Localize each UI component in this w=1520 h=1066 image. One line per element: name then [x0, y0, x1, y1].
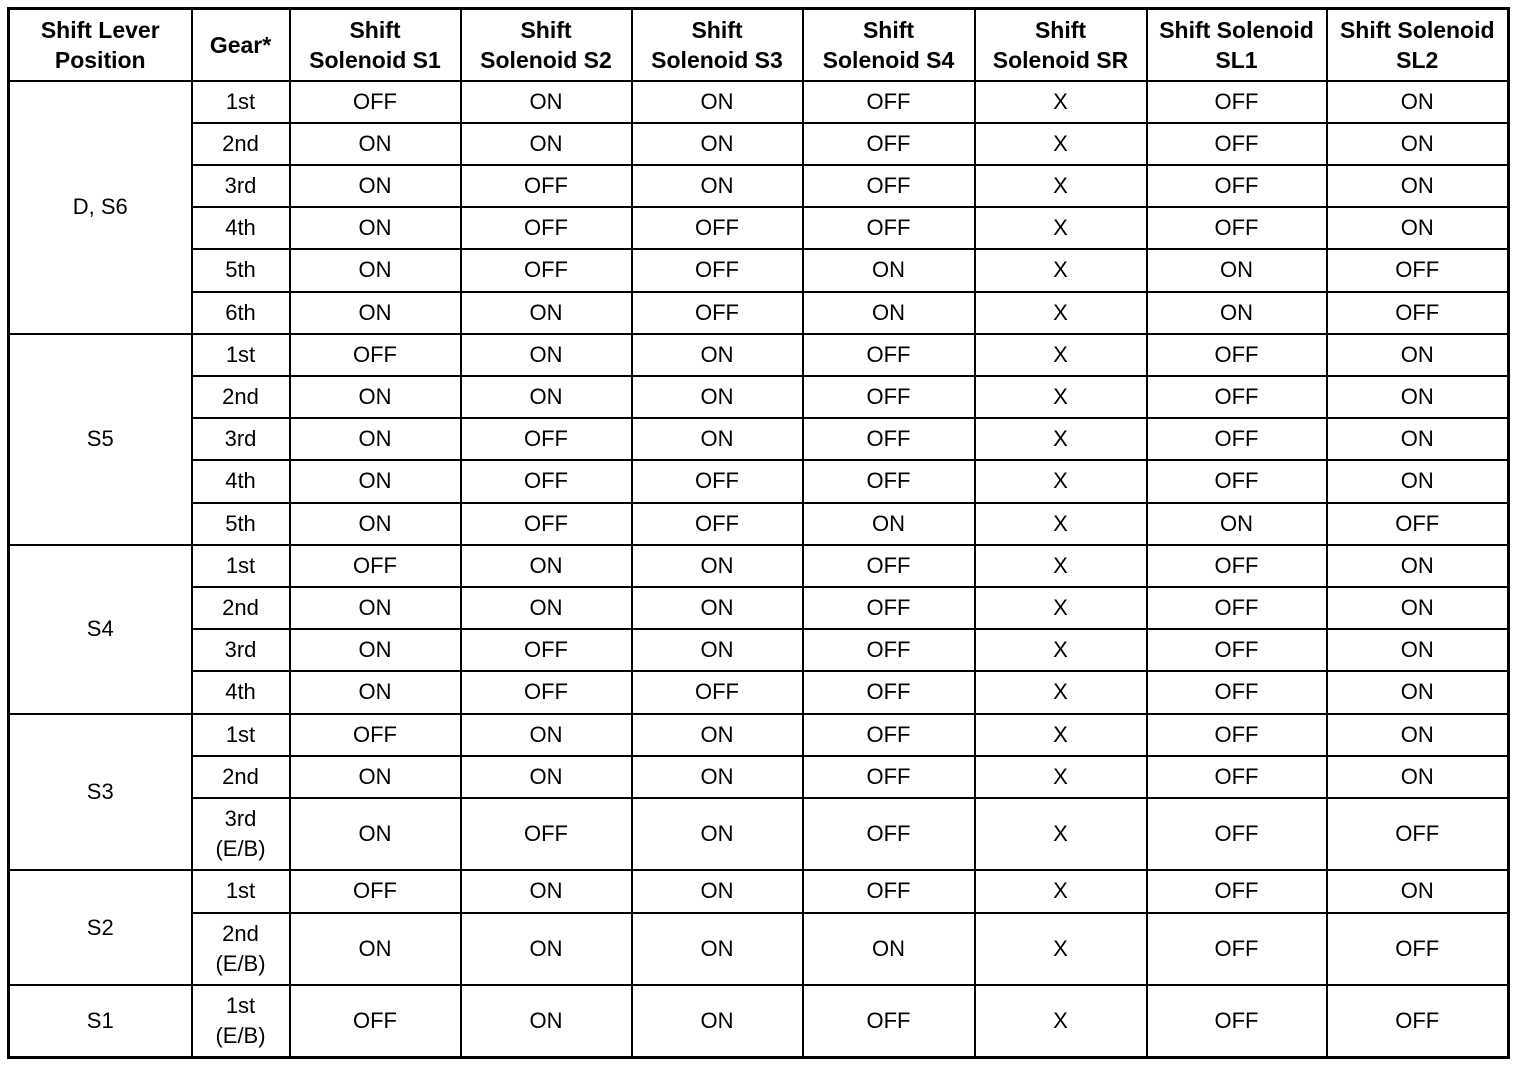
solenoid-state-cell: ON — [632, 81, 803, 123]
solenoid-state-cell: ON — [461, 81, 632, 123]
solenoid-state-cell: ON — [290, 629, 461, 671]
solenoid-state-cell: ON — [1327, 165, 1509, 207]
solenoid-state-cell: ON — [632, 870, 803, 912]
table-row — [9, 418, 1509, 460]
gear-label: 4th — [225, 468, 256, 494]
gear-cell — [192, 870, 290, 912]
solenoid-state-cell: OFF — [803, 81, 975, 123]
table-row — [9, 376, 1509, 418]
gear-label: 3rd — [224, 173, 257, 198]
header-row — [9, 9, 1509, 81]
table-row — [9, 503, 1509, 545]
solenoid-state-cell: OFF — [803, 460, 975, 502]
table-body — [9, 81, 1509, 1058]
table-row — [9, 207, 1509, 249]
solenoid-state-cell: OFF — [803, 123, 975, 165]
table-row — [9, 460, 1509, 502]
gear-label: (E/B) — [215, 1022, 266, 1048]
solenoid-state-cell: OFF — [290, 81, 461, 123]
solenoid-state-cell: X — [975, 587, 1147, 629]
gear-label: 3rd — [224, 806, 257, 832]
table-row — [9, 985, 1509, 1058]
solenoid-state-cell: ON — [632, 714, 803, 756]
solenoid-state-cell: ON — [1327, 671, 1509, 713]
solenoid-state-cell: OFF — [1147, 714, 1327, 756]
solenoid-state-cell: OFF — [632, 671, 803, 713]
gear-label: 3rd — [224, 426, 257, 452]
table-row — [9, 756, 1509, 798]
solenoid-state-cell: ON — [290, 376, 461, 418]
solenoid-state-cell: OFF — [803, 985, 975, 1058]
gear-cell — [192, 249, 290, 291]
solenoid-state-cell: OFF — [461, 249, 632, 291]
solenoid-state-cell: OFF — [1147, 81, 1327, 123]
solenoid-state-cell: X — [975, 460, 1147, 502]
table-row — [9, 545, 1509, 587]
solenoid-state-cell: ON — [632, 334, 803, 376]
solenoid-state-cell: X — [975, 249, 1147, 291]
solenoid-state-cell: X — [975, 376, 1147, 418]
header-solenoid-s2: Shift Solenoid S2 — [461, 9, 632, 81]
table-row — [9, 913, 1509, 985]
solenoid-state-cell: X — [975, 207, 1147, 249]
solenoid-state-cell: ON — [632, 165, 803, 207]
solenoid-state-cell: OFF — [1147, 870, 1327, 912]
solenoid-state-cell: ON — [1327, 207, 1509, 249]
solenoid-state-cell: ON — [803, 913, 975, 985]
solenoid-table — [7, 7, 1510, 1059]
solenoid-state-cell: OFF — [1147, 545, 1327, 587]
gear-cell — [192, 207, 290, 249]
solenoid-state-cell: OFF — [803, 798, 975, 870]
shift-lever-position-cell: S4 — [9, 545, 192, 714]
solenoid-state-cell: ON — [1327, 870, 1509, 912]
gear-label: 1st — [225, 992, 256, 1018]
solenoid-state-cell: OFF — [461, 503, 632, 545]
gear-cell — [192, 587, 290, 629]
solenoid-state-cell: ON — [1147, 292, 1327, 334]
gear-label: 1st — [225, 721, 256, 747]
solenoid-state-cell: ON — [290, 913, 461, 985]
solenoid-state-cell: OFF — [632, 292, 803, 334]
gear-label: 5th — [225, 257, 256, 283]
gear-cell — [192, 165, 290, 207]
table-row — [9, 671, 1509, 713]
solenoid-state-cell: OFF — [461, 798, 632, 870]
header-solenoid-s4: Shift Solenoid S4 — [803, 9, 975, 81]
table-row — [9, 123, 1509, 165]
solenoid-state-cell: OFF — [803, 870, 975, 912]
solenoid-state-cell: X — [975, 671, 1147, 713]
table-row — [9, 292, 1509, 334]
solenoid-state-cell: ON — [461, 587, 632, 629]
gear-label: (E/B) — [215, 950, 266, 976]
gear-label: 2nd — [222, 920, 259, 946]
solenoid-state-cell: OFF — [803, 207, 975, 249]
solenoid-state-cell: ON — [632, 418, 803, 460]
solenoid-state-cell: OFF — [290, 334, 461, 376]
solenoid-state-cell: X — [975, 123, 1147, 165]
solenoid-state-cell: X — [975, 798, 1147, 870]
solenoid-state-cell: OFF — [1147, 376, 1327, 418]
solenoid-state-cell: OFF — [803, 587, 975, 629]
solenoid-state-cell: ON — [803, 292, 975, 334]
shift-lever-position-cell: S5 — [9, 334, 192, 545]
table-row — [9, 249, 1509, 291]
solenoid-state-cell: ON — [1327, 714, 1509, 756]
header-solenoid-sr: Shift Solenoid SR — [975, 9, 1147, 81]
solenoid-state-cell: X — [975, 545, 1147, 587]
solenoid-state-cell: OFF — [1147, 629, 1327, 671]
solenoid-state-cell: OFF — [1327, 249, 1509, 291]
solenoid-state-cell: ON — [461, 123, 632, 165]
gear-label: 3rd — [224, 637, 257, 663]
table-row — [9, 870, 1509, 912]
solenoid-state-cell: ON — [290, 587, 461, 629]
solenoid-state-cell: ON — [290, 503, 461, 545]
solenoid-state-cell: ON — [632, 913, 803, 985]
solenoid-state-cell: OFF — [1327, 913, 1509, 985]
solenoid-state-cell: ON — [1327, 418, 1509, 460]
solenoid-state-cell: ON — [461, 985, 632, 1058]
solenoid-state-cell: OFF — [803, 165, 975, 207]
gear-label: 6th — [225, 299, 256, 325]
solenoid-state-cell: OFF — [803, 714, 975, 756]
header-solenoid-sl1: Shift Solenoid SL1 — [1147, 9, 1327, 81]
solenoid-state-cell: OFF — [1327, 503, 1509, 545]
gear-label: 4th — [225, 215, 256, 241]
solenoid-state-cell: ON — [632, 587, 803, 629]
solenoid-state-cell: OFF — [461, 418, 632, 460]
solenoid-state-cell: ON — [461, 714, 632, 756]
gear-label: 2nd — [222, 763, 259, 789]
solenoid-state-cell: ON — [1327, 334, 1509, 376]
solenoid-state-cell: OFF — [803, 418, 975, 460]
shift-lever-position-cell: S3 — [9, 714, 192, 871]
table-row — [9, 629, 1509, 671]
header-shift-lever-position: Shift Lever Position — [9, 9, 192, 81]
solenoid-state-cell: ON — [461, 870, 632, 912]
solenoid-state-cell: OFF — [1147, 798, 1327, 870]
solenoid-state-cell: ON — [290, 671, 461, 713]
gear-cell — [192, 671, 290, 713]
header-solenoid-s3: Shift Solenoid S3 — [632, 9, 803, 81]
gear-cell — [192, 503, 290, 545]
solenoid-state-cell: X — [975, 334, 1147, 376]
gear-label: (E/B) — [215, 836, 266, 862]
solenoid-state-cell: X — [975, 913, 1147, 985]
solenoid-state-cell: ON — [461, 334, 632, 376]
solenoid-state-cell: ON — [1327, 545, 1509, 587]
table-row — [9, 798, 1509, 870]
gear-label: 4th — [225, 679, 256, 705]
header-gear: Gear* — [192, 9, 290, 81]
solenoid-state-cell: ON — [632, 985, 803, 1058]
gear-cell — [192, 460, 290, 502]
solenoid-state-cell: OFF — [1147, 985, 1327, 1058]
solenoid-state-cell: X — [975, 81, 1147, 123]
solenoid-state-cell: ON — [1147, 503, 1327, 545]
gear-cell — [192, 334, 290, 376]
gear-label: 1st — [225, 878, 256, 904]
table-row — [9, 714, 1509, 756]
solenoid-state-cell: OFF — [461, 165, 632, 207]
gear-cell — [192, 81, 290, 123]
solenoid-state-cell: OFF — [803, 376, 975, 418]
table-row — [9, 81, 1509, 123]
gear-cell — [192, 714, 290, 756]
gear-cell — [192, 913, 290, 985]
solenoid-state-cell: ON — [1327, 460, 1509, 502]
gear-label: 1st — [225, 88, 256, 114]
solenoid-state-cell: OFF — [632, 249, 803, 291]
solenoid-state-cell: OFF — [632, 503, 803, 545]
solenoid-state-cell: ON — [290, 756, 461, 798]
solenoid-state-cell: ON — [290, 165, 461, 207]
solenoid-state-cell: ON — [803, 249, 975, 291]
solenoid-state-cell: OFF — [1147, 671, 1327, 713]
solenoid-state-cell: ON — [461, 756, 632, 798]
solenoid-state-cell: OFF — [290, 985, 461, 1058]
table-row — [9, 587, 1509, 629]
solenoid-state-cell: X — [975, 503, 1147, 545]
solenoid-state-cell: ON — [290, 123, 461, 165]
solenoid-state-cell: OFF — [1147, 418, 1327, 460]
solenoid-state-cell: OFF — [803, 334, 975, 376]
solenoid-state-cell: ON — [803, 503, 975, 545]
gear-cell — [192, 756, 290, 798]
solenoid-state-cell: ON — [1147, 249, 1327, 291]
solenoid-state-cell: X — [975, 870, 1147, 912]
shift-lever-position-cell: S2 — [9, 870, 192, 985]
gear-label: 1st — [225, 552, 256, 578]
gear-label: 1st — [225, 341, 256, 367]
solenoid-state-cell: OFF — [1327, 985, 1509, 1058]
solenoid-state-cell: OFF — [803, 671, 975, 713]
gear-cell — [192, 629, 290, 671]
solenoid-state-cell: ON — [1327, 587, 1509, 629]
solenoid-state-cell: OFF — [1147, 123, 1327, 165]
solenoid-state-cell: ON — [632, 123, 803, 165]
solenoid-state-cell: ON — [632, 756, 803, 798]
solenoid-state-cell: OFF — [803, 545, 975, 587]
solenoid-state-cell: ON — [461, 913, 632, 985]
solenoid-state-cell: OFF — [1147, 460, 1327, 502]
solenoid-state-cell: X — [975, 985, 1147, 1058]
solenoid-state-cell: ON — [632, 629, 803, 671]
solenoid-state-cell: ON — [1327, 376, 1509, 418]
gear-cell — [192, 123, 290, 165]
solenoid-state-cell: X — [975, 418, 1147, 460]
solenoid-state-cell: OFF — [461, 207, 632, 249]
solenoid-state-cell: OFF — [1327, 798, 1509, 870]
solenoid-state-cell: X — [975, 292, 1147, 334]
solenoid-state-cell: OFF — [1147, 334, 1327, 376]
gear-label: 2nd — [222, 595, 259, 621]
solenoid-state-cell: X — [975, 629, 1147, 671]
solenoid-state-cell: OFF — [803, 756, 975, 798]
solenoid-state-cell: X — [975, 756, 1147, 798]
solenoid-state-cell: ON — [290, 207, 461, 249]
solenoid-state-cell: OFF — [803, 629, 975, 671]
solenoid-state-cell: OFF — [632, 207, 803, 249]
solenoid-state-cell: OFF — [1147, 913, 1327, 985]
solenoid-state-cell: OFF — [1147, 587, 1327, 629]
solenoid-state-cell: OFF — [1147, 165, 1327, 207]
solenoid-state-cell: ON — [290, 418, 461, 460]
solenoid-state-cell: ON — [1327, 629, 1509, 671]
header-solenoid-sl2: Shift Solenoid SL2 — [1327, 9, 1509, 81]
solenoid-state-cell: ON — [632, 545, 803, 587]
solenoid-state-cell: X — [975, 714, 1147, 756]
solenoid-state-cell: OFF — [290, 545, 461, 587]
solenoid-state-cell: ON — [632, 376, 803, 418]
solenoid-state-cell: OFF — [1147, 756, 1327, 798]
gear-label: 2nd — [222, 130, 259, 156]
gear-label: 2nd — [222, 384, 259, 410]
gear-cell — [192, 798, 290, 870]
solenoid-state-cell: ON — [1327, 81, 1509, 123]
solenoid-state-cell: ON — [1327, 123, 1509, 165]
solenoid-state-cell: OFF — [1327, 292, 1509, 334]
solenoid-state-cell: OFF — [461, 671, 632, 713]
solenoid-state-cell: OFF — [461, 629, 632, 671]
solenoid-state-cell: ON — [461, 292, 632, 334]
solenoid-state-cell: OFF — [1147, 207, 1327, 249]
gear-cell — [192, 292, 290, 334]
solenoid-state-cell: OFF — [290, 870, 461, 912]
solenoid-state-cell: ON — [461, 376, 632, 418]
shift-lever-position-cell: D, S6 — [9, 81, 192, 334]
solenoid-state-cell: ON — [461, 545, 632, 587]
solenoid-state-cell: ON — [290, 798, 461, 870]
gear-cell — [192, 545, 290, 587]
gear-cell — [192, 985, 290, 1058]
solenoid-state-cell: ON — [632, 798, 803, 870]
header-solenoid-s1: Shift Solenoid S1 — [290, 9, 461, 81]
solenoid-state-cell: OFF — [290, 714, 461, 756]
solenoid-state-cell: ON — [290, 292, 461, 334]
gear-cell — [192, 418, 290, 460]
solenoid-state-cell: OFF — [461, 460, 632, 502]
solenoid-state-cell: ON — [290, 249, 461, 291]
shift-lever-position-cell: S1 — [9, 985, 192, 1058]
table-row — [9, 165, 1509, 207]
solenoid-state-cell: ON — [1327, 756, 1509, 798]
solenoid-state-cell: ON — [290, 460, 461, 502]
gear-label: 5th — [225, 510, 256, 536]
table-row — [9, 334, 1509, 376]
solenoid-state-cell: OFF — [632, 460, 803, 502]
gear-cell — [192, 376, 290, 418]
solenoid-state-cell: X — [975, 165, 1147, 207]
